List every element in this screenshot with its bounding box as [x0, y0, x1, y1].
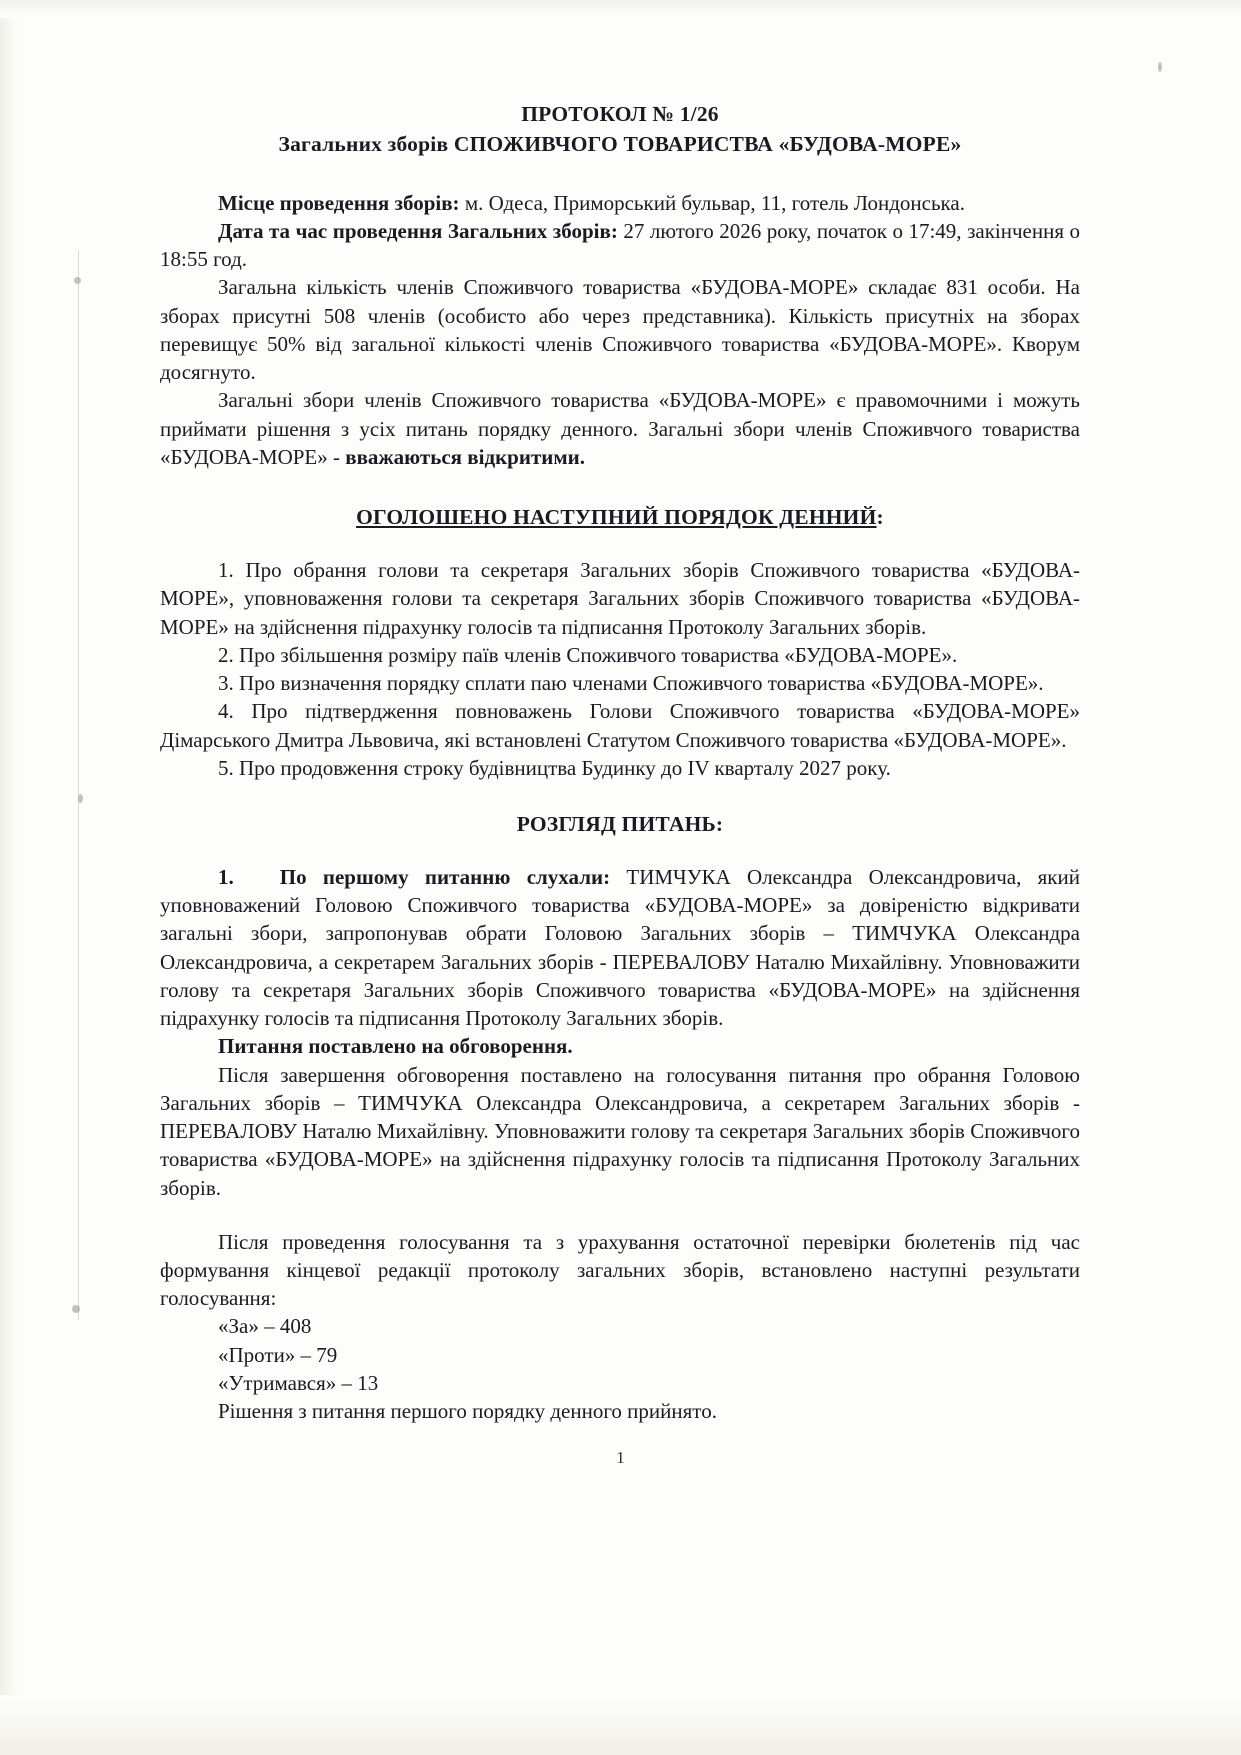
review-item-1 [160, 863, 1080, 1032]
meeting-place-value: м. Одеса, Приморський бульвар, 11, готель Лондонська. [459, 190, 965, 215]
meeting-place-paragraph [160, 189, 1080, 217]
meeting-place-label: Місце проведення зборів: [218, 190, 460, 215]
agenda-heading-text: ОГОЛОШЕНО НАСТУПНИЙ ПОРЯДОК ДЕННИЙ [356, 505, 877, 530]
discussion-note: Питання поставлено на обговорення. [218, 1034, 573, 1059]
agenda-heading-colon: : [876, 505, 884, 530]
scan-speck [74, 277, 81, 284]
page-number: 1 [616, 1448, 625, 1467]
agenda-item: 5. Про продовження строку будівництва Будинку до IV кварталу 2027 року. [218, 755, 891, 780]
meeting-datetime-paragraph [160, 217, 1080, 273]
review-item-text: ТИМЧУКА Олександра Олександровича, який уповноважений Головою Споживчого товариства «БУДОВА-МОРЕ» за довіреністю відкривати загальні збори, запропонував обрати Головою Загальних зборів – ТИМЧУКА Олександра Олександровича, а секретарем Загальних зборів - ПЕРЕВАЛОВУ Наталю Михайлівну. Уповноважити голову та секретаря Загальних зборів Споживчого товариства «БУДОВА-МОРЕ» на здійснення підрахунку голосів та підписання Протоколу Загальних зборів. [160, 864, 1080, 1031]
scan-speck [78, 794, 83, 803]
vote-result-against: «Проти» – 79 [218, 1342, 338, 1367]
scan-edge-bottom [0, 1695, 1241, 1755]
quorum-paragraph: Загальна кількість членів Споживчого товариства «БУДОВА-МОРЕ» складає 831 особи. На зборах присутні 508 членів (особисто або через представника). Кількість присутніх на зборах перевищує 50% від загальної кількості членів Споживчого товариства «БУДОВА-МОРЕ». Кворум досягнуто. [160, 275, 1080, 385]
decision-line: Рішення з питання першого порядку денного прийнято. [218, 1399, 717, 1424]
agenda-item: 4. Про підтвердження повноважень Голови Споживчого товариства «БУДОВА-МОРЕ» Дімарського Дмитра Львовича, які встановлені Статутом Споживчого товариства «БУДОВА-МОРЕ». [160, 699, 1080, 752]
agenda-item: 3. Про визначення порядку сплати паю членами Споживчого товариства «БУДОВА-МОРЕ». [218, 671, 1044, 696]
document-title-line-2: Загальних зборів СПОЖИВЧОГО ТОВАРИСТВА «БУДОВА-МОРЕ» [278, 132, 962, 157]
review-item-number: 1. [218, 864, 234, 889]
after-discussion-paragraph: Після завершення обговорення поставлено на голосування питання про обрання Головою Загальних зборів – ТИМЧУКА Олександра Олександровича, а секретарем Загальних зборів - ПЕРЕВАЛОВУ Наталю Михайлівну. Уповноважити голову та секретаря Загальних зборів Споживчого товариства «БУДОВА-МОРЕ» на здійснення підрахунку голосів та підписання Протоколу Загальних зборів. [160, 1062, 1080, 1200]
vote-result-for: «За» – 408 [218, 1314, 312, 1339]
scan-edge-left [0, 0, 26, 1755]
review-item-lead: По першому питанню слухали: [279, 864, 611, 889]
agenda-item: 1. Про обрання голови та секретаря Загальних зборів Споживчого товариства «БУДОВА-МОРЕ», уповноваження голови та секретаря Загальних зборів Споживчого товариства «БУДОВА-МОРЕ» на здійснення підрахунку голосів та підписання Протоколу Загальних зборів. [160, 558, 1080, 639]
scan-edge-top [0, 0, 1241, 18]
agenda-item: 2. Про збільшення розміру паїв членів Споживчого товариства «БУДОВА-МОРЕ». [218, 642, 958, 667]
vote-result-abstained: «Утримався» – 13 [218, 1370, 379, 1395]
meeting-datetime-value: 27 лютого 2026 року, початок о 17:49, закінчення о 18:55 год. [160, 218, 1080, 272]
meeting-datetime-label: Дата та час проведення Загальних зборів: [218, 218, 618, 243]
after-voting-paragraph: Після проведення голосування та з урахування остаточної перевірки бюлетенів під час формування кінцевої редакції протоколу загальних зборів, встановлено наступні результати голосування: [160, 1229, 1080, 1311]
authority-emphasis: вважаються відкритими. [345, 444, 586, 469]
document-body [160, 100, 1080, 1425]
scan-speck [72, 1305, 80, 1313]
scan-speck [1158, 62, 1162, 72]
agenda-heading [160, 505, 1080, 530]
authority-text: Загальні збори членів Споживчого товариства «БУДОВА-МОРЕ» є правомочними і можуть приймати рішення з усіх питань порядку денного. Загальні збори членів Споживчого товариства «БУДОВА-МОРЕ» - [160, 388, 1080, 469]
page-fold-line [78, 250, 79, 1320]
document-title [160, 100, 1080, 159]
authority-paragraph [160, 386, 1080, 471]
review-heading: РОЗГЛЯД ПИТАНЬ: [516, 811, 724, 836]
document-title-line-1: ПРОТОКОЛ № 1/26 [521, 102, 719, 126]
